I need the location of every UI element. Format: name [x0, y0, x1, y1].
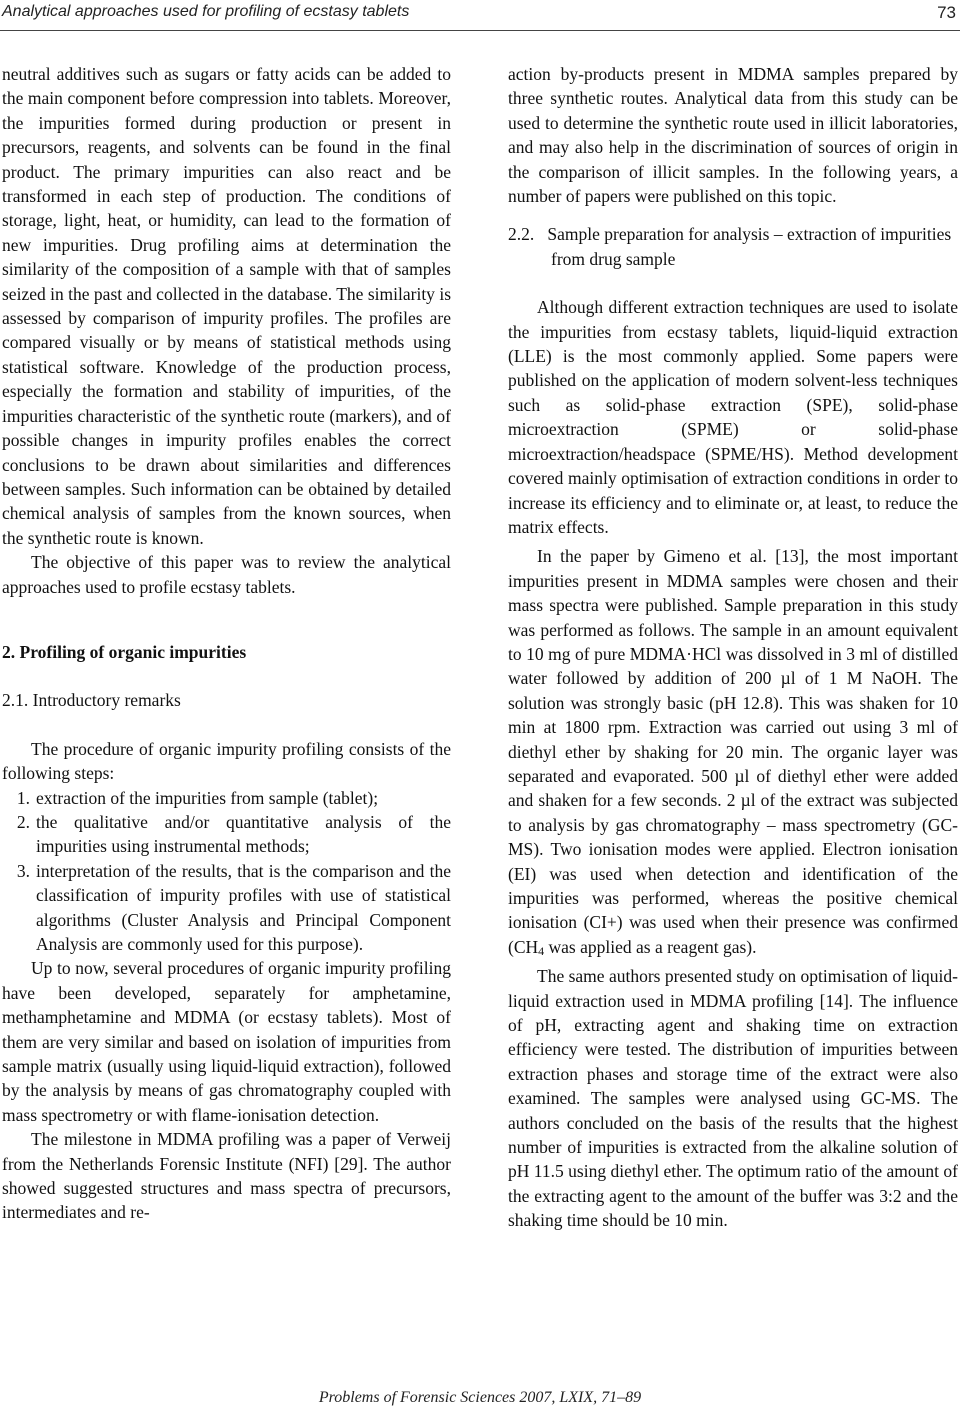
list-text: the qualitative and/or quantitative analysis of the impurities using instrumental methods; [36, 811, 451, 857]
steps-list [2, 786, 451, 957]
page-number: 73 [937, 3, 956, 22]
paragraph: The same authors presented study on optimisation of liquid-liquid extraction used in MDMA profiling [14]. The influence of pH, extracting agent and shaking time on extraction efficiency were tested. The distribution of impurities between extraction phases and storage time of the extract were also examined. The samples were analysed using GC-MS. The authors concluded on the basis of the results that the highest number of impurities is extracted from the alkaline solution of pH 11.5 using diethyl ether. The optimum ratio of the amount of the extracting agent to the amount of the buffer was 3:2 and the shaking time should be 10 min. [508, 966, 958, 1231]
list-item [2, 786, 451, 810]
list-text: extraction of the impurities from sample (tablet); [36, 787, 379, 808]
list-item [2, 859, 451, 957]
running-header [0, 0, 960, 31]
paragraph: action by-products present in MDMA samples prepared by three synthetic routes. Analytical data from this study can be used to determine the synthetic route used in illicit laboratories, and may also help in the discrimination of sources of origin in the comparison of illicit samples. In the following years, a number of papers were published on this topic. [508, 64, 958, 207]
paragraph: The procedure of organic impurity profiling consists of the following steps: [2, 738, 451, 784]
section-heading: 2. Profiling of organic impurities [2, 641, 247, 662]
paragraph: Up to now, several procedures of organic impurity profiling have been developed, separately for amphetamine, methamphetamine and MDMA (or ecstasy tablets). Most of them are very similar and based on isolation of impurities from sample matrix (usually using liquid-liquid extraction), followed by the analysis by means of gas chromatography coupled with mass spectrometry or with flame-ionisation detection. [2, 958, 451, 1125]
paragraph: Although different extraction techniques are used to isolate the impurities from ecstasy tablets, liquid-liquid extraction (LLE) is the most commonly applied. Some papers were published on the application of modern solvent-less techniques such as solid-phase extraction (SPE), solid-phase microextraction (SPME) or solid-phase microextraction/headspace (SPME/HS). Method development covered mainly optimisation of extraction conditions in order to increase its efficiency and to eliminate or, at least, to reduce the matrix effects. [508, 297, 958, 537]
paragraph: The objective of this paper was to review the analytical approaches used to profile ecstasy tablets. [2, 552, 451, 597]
list-number: 2. [16, 811, 30, 832]
subsection-number: 2.2. [508, 224, 535, 245]
paragraph-text: was applied as a reagent gas). [544, 936, 757, 957]
paragraph: The milestone in MDMA profiling was a paper of Verweij from the Netherlands Forensic Institute (NFI) [29]. The author showed suggested structures and mass spectra of precursors, intermediates and re- [2, 1129, 451, 1223]
paragraph [508, 544, 958, 959]
list-number: 1. [16, 787, 30, 808]
list-number: 3. [16, 860, 30, 881]
list-text: interpretation of the results, that is the comparison and the classification of impurity profiles with use of statistical algorithms (Cluster Analysis and Principal Component Analysis are commonly used for this purpose). [36, 860, 451, 954]
subsection-title: Sample preparation for analysis – extraction of impurities from drug sample [547, 224, 952, 269]
subsection-heading: 2.1. Introductory remarks [2, 690, 181, 711]
left-column [2, 62, 451, 1225]
subscript: 4 [538, 943, 545, 958]
paragraph: neutral additives such as sugars or fatty acids can be added to the main component before compression into tablets. Moreover, the impurities formed during production or present in precursors, reagents, and solvents can be found in the final product. The primary impurities can also react and be transformed in each step of production. The conditions of storage, light, heat, or humidity, can lead to the formation of new impurities. Drug profiling aims at determination the similarity of the composition of a sample with that of samples seized in the past and collected in the database. The similarity is assessed by comparison of impurity profiles. The profiles are compared visually or by means of statistical methods using statistical software. Knowledge of the production process, especially the formation and stability of impurities, of the impurities characteristic of the synthetic route (markers), and of possible changes in impurity profiles enables the correct conclusions to be drawn about similarities and differences between samples. Such information can be obtained by detailed chemical analysis of samples from the known sources, when the synthetic route is known. [2, 64, 451, 548]
right-column [508, 62, 958, 1233]
subsection-heading [508, 222, 958, 271]
journal-footer: Problems of Forensic Sciences 2007, LXIX, 71–89 [318, 1389, 642, 1406]
paragraph-text: In the paper by Gimeno et al. [13], the most important impurities present in MDMA samples were chosen and their mass spectra were published. Sample preparation in this study was performed as follows. The sample in an amount equivalent to 10 mg of pure MDMA·HCl was dissolved in 3 ml of distilled water followed by addition of 200 µl of 1 M NaOH. The solution was strongly basic (pH 12.8). This was shaken for 10 min at 1800 rpm. Extraction was carried out using 3 ml of diethyl ether by shaking for 20 min. The organic layer was separated and evaporated. 500 µl of diethyl ether were added and shaken for a few seconds. 2 µl of the extract was subjected to analysis by gas chromatography – mass spectrometry (GC-MS). Two ionisation modes were applied. Electron ionisation (EI) was used when detection and identification of the impurities was performed, whereas the positive chemical ionisation (CI+) was used when their presence was confirmed (CH [508, 546, 958, 957]
running-title: Analytical approaches used for profiling of ecstasy tablets [2, 3, 410, 20]
list-item [2, 810, 451, 859]
